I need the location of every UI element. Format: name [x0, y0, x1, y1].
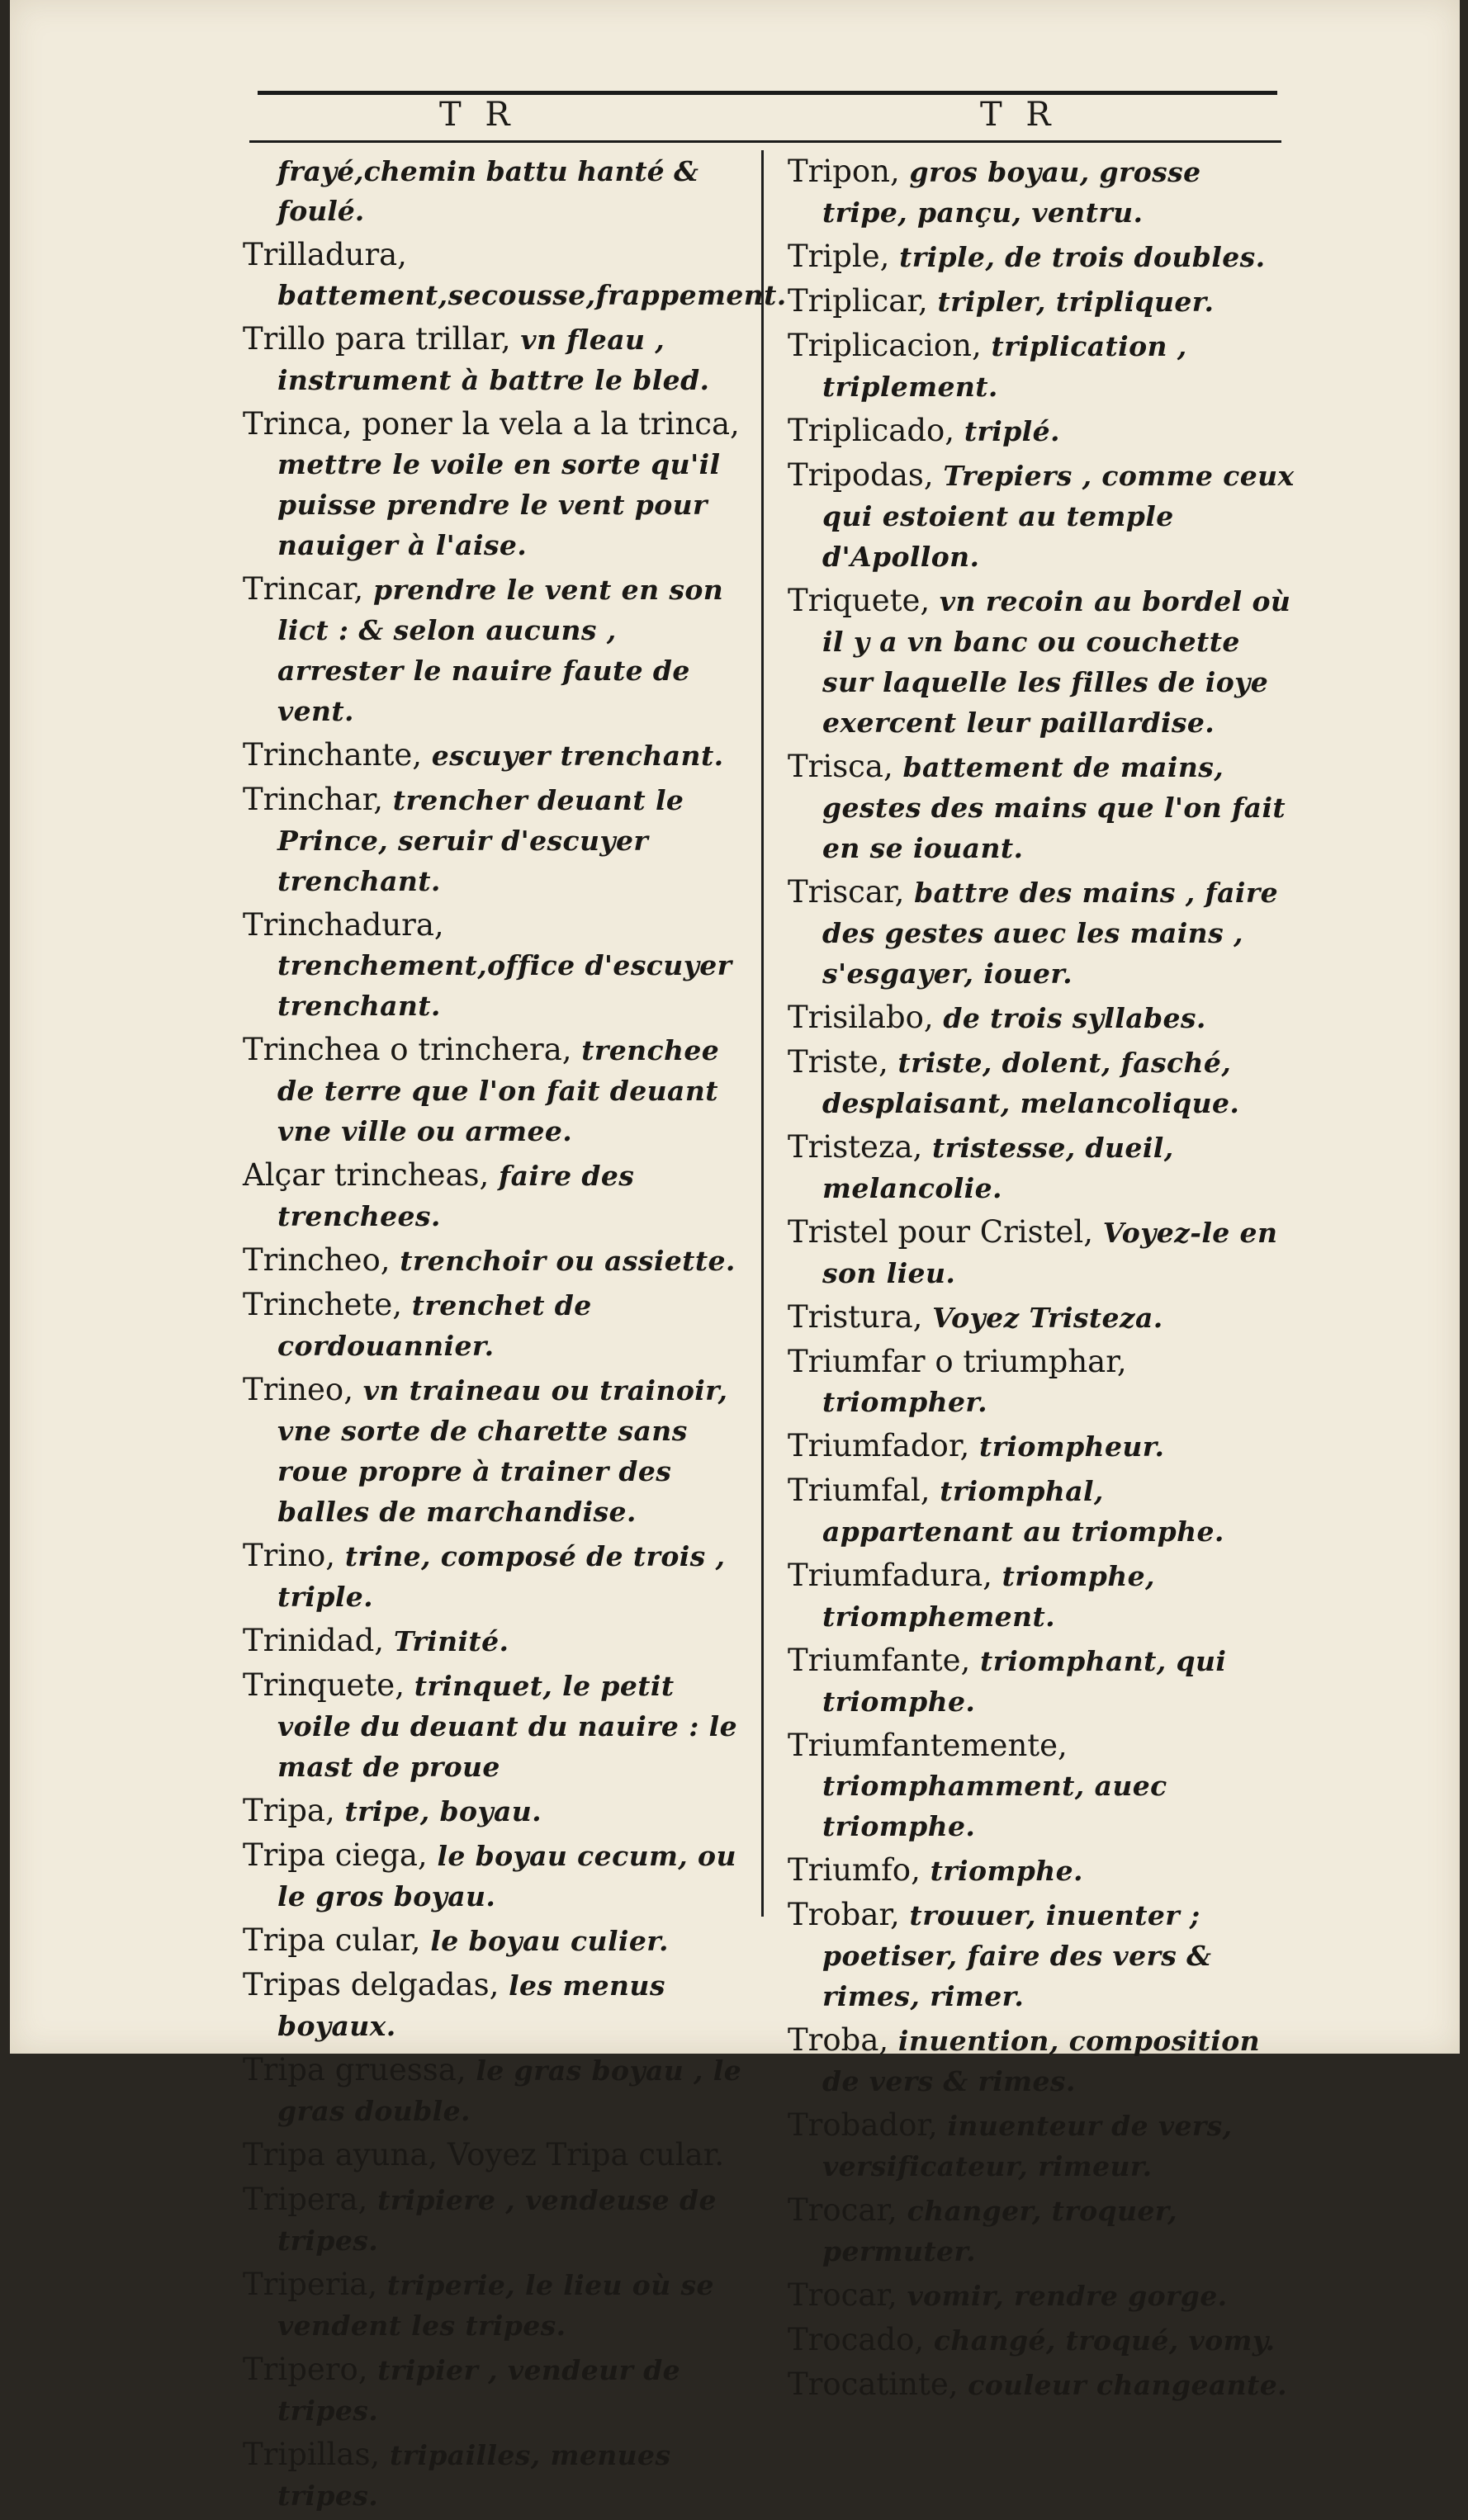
definition: tripler, tripliquer. — [937, 286, 1215, 318]
definition: trinquet, le petit voile du deuant du nauire : le mast de proue — [277, 1670, 737, 1783]
definition: triste, dolent, fasché, desplaisant, melancolique. — [822, 1047, 1240, 1119]
dictionary-entry — [788, 2276, 1295, 2316]
definition: inuenteur de vers, versificateur, rimeur. — [822, 2110, 1233, 2182]
dictionary-entry — [788, 411, 1295, 452]
dictionary-entry — [243, 2435, 751, 2516]
definition: triplé. — [964, 415, 1060, 447]
headword: Trincheo, — [243, 1242, 391, 1278]
dictionary-entry — [243, 1836, 751, 1917]
headword: Trineo, — [243, 1372, 353, 1407]
dictionary-entry — [788, 2320, 1295, 2361]
dictionary-entry — [243, 905, 751, 1026]
headword: Trocado, — [788, 2322, 925, 2357]
definition: escuyer trenchant. — [431, 740, 724, 772]
top-rule — [258, 91, 1277, 95]
definition: tripier , vendeur de tripes. — [277, 2354, 681, 2427]
headword: Tripon, — [788, 154, 900, 189]
headword: Trincar, — [243, 571, 364, 607]
definition: Voyez-le en son lieu. — [822, 1217, 1278, 1289]
definition: mettre le voile en sorte qu'il puisse prendre le vent pour nauiger à l'aise. — [277, 448, 721, 561]
definition: battement de mains, gestes des mains que l'on fait en se iouant. — [822, 751, 1286, 864]
definition: triple, de trois doubles. — [899, 241, 1266, 273]
definition: triomphal, appartenant au triomphe. — [822, 1475, 1224, 1548]
dictionary-entry — [243, 1791, 751, 1832]
dictionary-entry — [788, 581, 1295, 743]
headword: Trinchadura, — [243, 907, 444, 943]
definition: battre des mains , faire des gestes auec les mains , s'esgayer, iouer. — [822, 877, 1279, 990]
dictionary-entry — [788, 1641, 1295, 1722]
definition: changé, troqué, vomy. — [933, 2324, 1276, 2357]
headword: Trinidad, — [243, 1623, 385, 1658]
dictionary-entry — [243, 1030, 751, 1151]
definition: trenchet de cordouannier. — [277, 1289, 592, 1362]
dictionary-entry — [788, 1128, 1295, 1208]
definition: gros boyau, grosse tripe, pançu, ventru. — [822, 156, 1201, 229]
headword: Tripa, — [243, 1793, 335, 1828]
headword: Trinchar, — [243, 782, 384, 817]
headword: Tristura, — [788, 1299, 923, 1335]
headword: Tripas delgadas, — [243, 1967, 500, 2002]
header-rule — [249, 140, 1281, 143]
dictionary-entry — [243, 2050, 751, 2131]
dictionary-entry — [243, 2180, 751, 2261]
dictionary-entry — [243, 2350, 751, 2431]
headword: Trinchante, — [243, 737, 422, 773]
dictionary-entry — [788, 2365, 1295, 2405]
dictionary-entry — [243, 1370, 751, 1532]
definition: tristesse, dueil, melancolie. — [822, 1132, 1174, 1204]
right-column — [788, 152, 1295, 2409]
dictionary-entry — [788, 456, 1295, 577]
dictionary-entry — [788, 1726, 1295, 1846]
definition: triomphamment, auec triomphe. — [822, 1770, 1167, 1842]
headword: Triste, — [788, 1044, 888, 1080]
dictionary-entry — [243, 2265, 751, 2346]
headword: Triplicado, — [788, 413, 955, 448]
definition: le gras boyau , le gras double. — [277, 2054, 742, 2127]
definition: triperie, le lieu où se vendent les tripes. — [277, 2269, 714, 2342]
definition: tripailles, menues tripes. — [277, 2439, 671, 2512]
definition: vomir, rendre gorge. — [907, 2280, 1228, 2312]
dictionary-entry — [788, 281, 1295, 322]
definition: trenchee de terre que l'on fait deuant vne ville ou armee. — [277, 1034, 720, 1147]
headword: Tripodas, — [788, 457, 934, 493]
definition: Voyez Tristeza. — [932, 1302, 1163, 1334]
headword: Triumfal, — [788, 1473, 931, 1508]
definition: Trepiers , comme ceux qui estoient au temple d'Apollon. — [822, 460, 1295, 573]
dictionary-entry — [243, 319, 751, 400]
headword: Triumfo, — [788, 1852, 921, 1888]
dictionary-entry — [243, 1241, 751, 1281]
dictionary-entry — [243, 1156, 751, 1236]
definition: de trois syllabes. — [943, 1002, 1206, 1034]
headword: Trinchea o trinchera, — [243, 1032, 572, 1067]
dictionary-entry — [788, 998, 1295, 1038]
definition: trine, composé de trois , triple. — [277, 1540, 726, 1613]
dictionary-entry — [243, 735, 751, 776]
headword: Trobador, — [788, 2107, 938, 2143]
dictionary-entry — [788, 1426, 1295, 1467]
dictionary-entry — [788, 152, 1295, 233]
dictionary-entry — [788, 2021, 1295, 2102]
definition: triomphant, qui triomphe. — [822, 1645, 1227, 1718]
dictionary-entry — [243, 235, 787, 315]
headword: Triumfadura, — [788, 1558, 992, 1593]
headword: Tripa ciega, — [243, 1837, 428, 1873]
dictionary-entry — [788, 326, 1295, 407]
headword: Triumfar o triumphar, — [788, 1344, 1127, 1379]
continuation-line: frayé,chemin battu hanté & foulé. — [277, 155, 698, 227]
definition: inuention, composition de vers & rimes. — [822, 2025, 1260, 2097]
dictionary-entry — [788, 1213, 1295, 1293]
headword: Trinchete, — [243, 1287, 403, 1322]
definition: tripe, boyau. — [344, 1795, 542, 1827]
definition: couleur changeante. — [968, 2369, 1287, 2401]
dictionary-entry — [243, 780, 751, 901]
dictionary-entry — [788, 747, 1295, 868]
headword: Trocatinte, — [788, 2366, 959, 2402]
headword: Trillo para trillar, — [243, 321, 511, 357]
dictionary-entry — [788, 1342, 1295, 1422]
headword: Trinquete, — [243, 1667, 405, 1703]
headword: Triquete, — [788, 583, 931, 618]
dictionary-entry — [243, 570, 751, 731]
definition: le boyau culier. — [430, 1925, 669, 1957]
dictionary-entry — [243, 2135, 751, 2176]
definition: vn traineau ou trainoir, vne sorte de charette sans roue propre à trainer des balles de marchandise. — [277, 1374, 728, 1528]
definition: changer, troquer, permuter. — [822, 2195, 1178, 2267]
definition: triomphe. — [930, 1855, 1083, 1887]
dictionary-entry — [788, 1471, 1295, 1552]
dictionary-entry — [788, 2106, 1295, 2187]
dictionary-entry — [243, 1621, 751, 1662]
headword: Tristeza, — [788, 1129, 923, 1165]
headword: Alçar trincheas, — [243, 1157, 490, 1193]
definition: prendre le vent en son lict : & selon aucuns , arrester le nauire faute de vent. — [277, 574, 724, 727]
headword: Triumfador, — [788, 1428, 970, 1463]
headword: Triplicacion, — [788, 328, 982, 363]
dictionary-page — [10, 0, 1460, 2512]
dictionary-entry — [243, 404, 751, 565]
dictionary-entry — [788, 1298, 1295, 1338]
dictionary-entry — [788, 1851, 1295, 1891]
headword: Trocar, — [788, 2277, 897, 2313]
dictionary-entry — [243, 1536, 751, 1617]
headword: Triumfante, — [788, 1643, 971, 1678]
dictionary-entry — [788, 1043, 1295, 1123]
headword: Tripero, — [243, 2352, 368, 2387]
definition: triompher. — [822, 1386, 988, 1418]
headword: Trilladura, — [243, 237, 407, 272]
headword: Tripa ayuna, Voyez Tripa cular. — [243, 2137, 725, 2172]
headword: Trocar, — [788, 2192, 897, 2228]
definition: tripiere , vendeuse de tripes. — [277, 2184, 717, 2257]
headword: Trino, — [243, 1538, 336, 1573]
definition: triomphe, triomphement. — [822, 1560, 1155, 1633]
headword: Troba, — [788, 2022, 889, 2058]
definition: le boyau cecum, ou le gros boyau. — [277, 1840, 736, 1912]
dictionary-entry — [243, 1921, 751, 1961]
headword: Trisca, — [788, 749, 893, 784]
running-head-right: T R — [980, 96, 1058, 134]
definition: vn recoin au bordel où il y a vn banc ou couchette sur laquelle les filles de ioye exercent leur paillardise. — [822, 585, 1291, 739]
headword: Trobar, — [788, 1897, 900, 1932]
running-head-left: T R — [439, 96, 517, 134]
headword: Trisilabo, — [788, 1000, 934, 1035]
headword: Triple, — [788, 239, 890, 274]
dictionary-entry — [243, 1666, 751, 1787]
dictionary-entry — [788, 237, 1295, 277]
definition: triompheur. — [978, 1430, 1165, 1463]
headword: Tristel pour Cristel, — [788, 1214, 1093, 1250]
headword: Tripa cular, — [243, 1922, 421, 1958]
headword: Triscar, — [788, 874, 905, 910]
headword: Tripera, — [243, 2182, 368, 2217]
definition: triplication , triplement. — [822, 330, 1187, 403]
headword: Triperia, — [243, 2267, 378, 2302]
definition: faire des trenchees. — [277, 1160, 635, 1232]
headword: Tripa gruessa, — [243, 2052, 466, 2087]
headword: Triplicar, — [788, 283, 928, 319]
headword: Tripillas, — [243, 2437, 381, 2472]
definition: trouuer, inuenter ; poetiser, faire des vers & rimes, rimer. — [822, 1899, 1212, 2012]
headword: Trinca, poner la vela a la trinca, — [243, 406, 740, 442]
definition: Trinité. — [393, 1625, 509, 1657]
dictionary-entry — [788, 2191, 1295, 2272]
headword: Triumfantemente, — [788, 1728, 1068, 1763]
left-column — [243, 152, 787, 2520]
definition: trencher deuant le Prince, seruir d'escuyer trenchant. — [277, 784, 684, 897]
dictionary-entry — [788, 1895, 1295, 2016]
definition: vn fleau , instrument à battre le bled. — [277, 324, 710, 396]
dictionary-entry — [788, 872, 1295, 994]
definition: les menus boyaux. — [277, 1969, 665, 2042]
definition: trenchoir ou assiette. — [400, 1245, 736, 1277]
dictionary-entry — [243, 1285, 751, 1366]
column-divider — [761, 150, 764, 1917]
dictionary-entry — [243, 1965, 751, 2046]
definition: battement,secousse,frappement. — [277, 279, 787, 311]
definition: trenchement,office d'escuyer trenchant. — [277, 949, 732, 1022]
dictionary-entry — [788, 1556, 1295, 1637]
